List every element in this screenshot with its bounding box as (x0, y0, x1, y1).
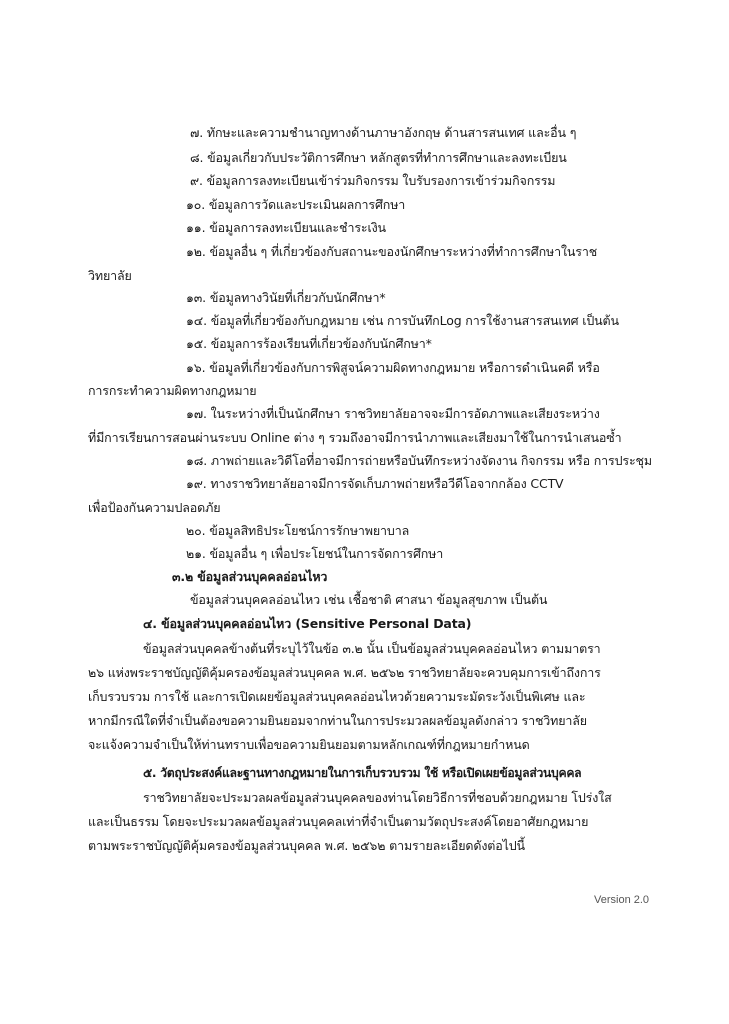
list-item-14: ๑๔. ข้อมูลที่เกี่ยวข้องกับกฎหมาย เช่น การบันทึกLog การใช้งานสารสนเทศ เป็นต้น (186, 313, 619, 328)
list-item-8: ๘. ข้อมูลเกี่ยวกับประวัติการศึกษา หลักสูตรที่ทำการศึกษาและลงทะเบียน (190, 150, 567, 165)
section-4-line-1: ข้อมูลส่วนบุคคลข้างต้นที่ระบุไว้ในข้อ ๓.๒ นั้น เป็นข้อมูลส่วนบุคคลอ่อนไหว ตามมาตรา (143, 641, 601, 656)
list-item-20: ๒๐. ข้อมูลสิทธิประโยชน์การรักษาพยาบาล (186, 523, 410, 538)
section-5-line-2: และเป็นธรรม โดยจะประมวลผลข้อมูลส่วนบุคคลเท่าที่จำเป็นตามวัตถุประสงค์โดยอาศัยกฎหมาย (88, 814, 589, 829)
list-item-11: ๑๑. ข้อมูลการลงทะเบียนและชำระเงิน (186, 220, 386, 235)
section-4-line-3: เก็บรวบรวม การใช้ และการเปิดเผยข้อมูลส่วนบุคคลอ่อนไหวด้วยความระมัดระวังเป็นพิเศษ และ (88, 689, 586, 704)
section-3-2-heading: ๓.๒ ข้อมูลส่วนบุคคลอ่อนไหว (172, 569, 328, 584)
section-4-line-2: ๒๖ แห่งพระราชบัญญัติคุ้มครองข้อมูลส่วนบุคคล พ.ศ. ๒๕๖๒ ราชวิทยาลัยจะควบคุมการเข้าถึงการ (88, 665, 601, 680)
version-label: Version 2.0 (594, 894, 650, 906)
list-item-10: ๑๐. ข้อมูลการวัดและประเมินผลการศึกษา (186, 197, 406, 212)
section-5-line-1: ราชวิทยาลัยจะประมวลผลข้อมูลส่วนบุคคลของท่านโดยวิธีการที่ชอบด้วยกฎหมาย โปร่งใส (143, 790, 612, 805)
list-item-7: ๗. ทักษะและความชำนาญทางด้านภาษาอังกฤษ ด้านสารสนเทศ และอื่น ๆ (190, 125, 577, 140)
section-5-heading: ๕. วัตถุประสงค์และฐานทางกฎหมายในการเก็บรวบรวม ใช้ หรือเปิดเผยข้อมูลส่วนบุคคล (143, 766, 582, 780)
list-item-13: ๑๓. ข้อมูลทางวินัยที่เกี่ยวกับนักศึกษา* (186, 290, 386, 305)
section-4-line-5: จะแจ้งความจำเป็นให้ท่านทราบเพื่อขอความยินยอมตามหลักเกณฑ์ที่กฎหมายกำหนด (88, 737, 530, 752)
section-5-line-3: ตามพระราชบัญญัติคุ้มครองข้อมูลส่วนบุคคล พ.ศ. ๒๕๖๒ ตามรายละเอียดดังต่อไปนี้ (88, 838, 525, 853)
list-item-15: ๑๕. ข้อมูลการร้องเรียนที่เกี่ยวข้องกับนักศึกษา* (186, 336, 432, 351)
list-item-12-line-1: ๑๒. ข้อมูลอื่น ๆ ที่เกี่ยวข้องกับสถานะของนักศึกษาระหว่างที่ทำการศึกษาในราช (186, 244, 598, 259)
section-4-heading: ๔. ข้อมูลส่วนบุคคลอ่อนไหว (Sensitive Personal Data) (143, 616, 472, 631)
list-item-18: ๑๘. ภาพถ่ายและวิดีโอที่อาจมีการถ่ายหรือบันทึกระหว่างจัดงาน กิจกรรม หรือ การประชุม (186, 453, 652, 468)
section-3-2-body: ข้อมูลส่วนบุคคลอ่อนไหว เช่น เชื้อชาติ ศาสนา ข้อมูลสุขภาพ เป็นต้น (190, 592, 548, 607)
list-item-19-line-2: เพื่อป้องกันความปลอดภัย (88, 500, 221, 515)
list-item-19-line-1: ๑๙. ทางราชวิทยาลัยอาจมีการจัดเก็บภาพถ่ายหรือวีดีโอจากกล้อง CCTV (186, 476, 564, 491)
list-item-12-line-2: วิทยาลัย (88, 268, 132, 283)
list-item-21: ๒๑. ข้อมูลอื่น ๆ เพื่อประโยชน์ในการจัดการศึกษา (186, 546, 444, 561)
list-item-9: ๙. ข้อมูลการลงทะเบียนเข้าร่วมกิจกรรม ใบรับรองการเข้าร่วมกิจกรรม (190, 173, 556, 188)
list-item-16-line-2: การกระทำความผิดทางกฎหมาย (88, 383, 257, 398)
list-item-17-line-2: ที่มีการเรียนการสอนผ่านระบบ Online ต่าง ๆ รวมถึงอาจมีการนำภาพและเสียงมาใช้ในการนำเสนอซ้ำ (88, 430, 622, 445)
list-item-16-line-1: ๑๖. ข้อมูลที่เกี่ยวข้องกับการพิสูจน์ความผิดทางกฎหมาย หรือการดำเนินคดี หรือ (186, 360, 600, 375)
list-item-17-line-1: ๑๗. ในระหว่างที่เป็นนักศึกษา ราชวิทยาลัยอาจจะมีการอัดภาพและเสียงระหว่าง (186, 406, 600, 421)
section-4-line-4: หากมีกรณีใดที่จำเป็นต้องขอความยินยอมจากท่านในการประมวลผลข้อมูลดังกล่าว ราชวิทยาลัย (88, 713, 587, 728)
